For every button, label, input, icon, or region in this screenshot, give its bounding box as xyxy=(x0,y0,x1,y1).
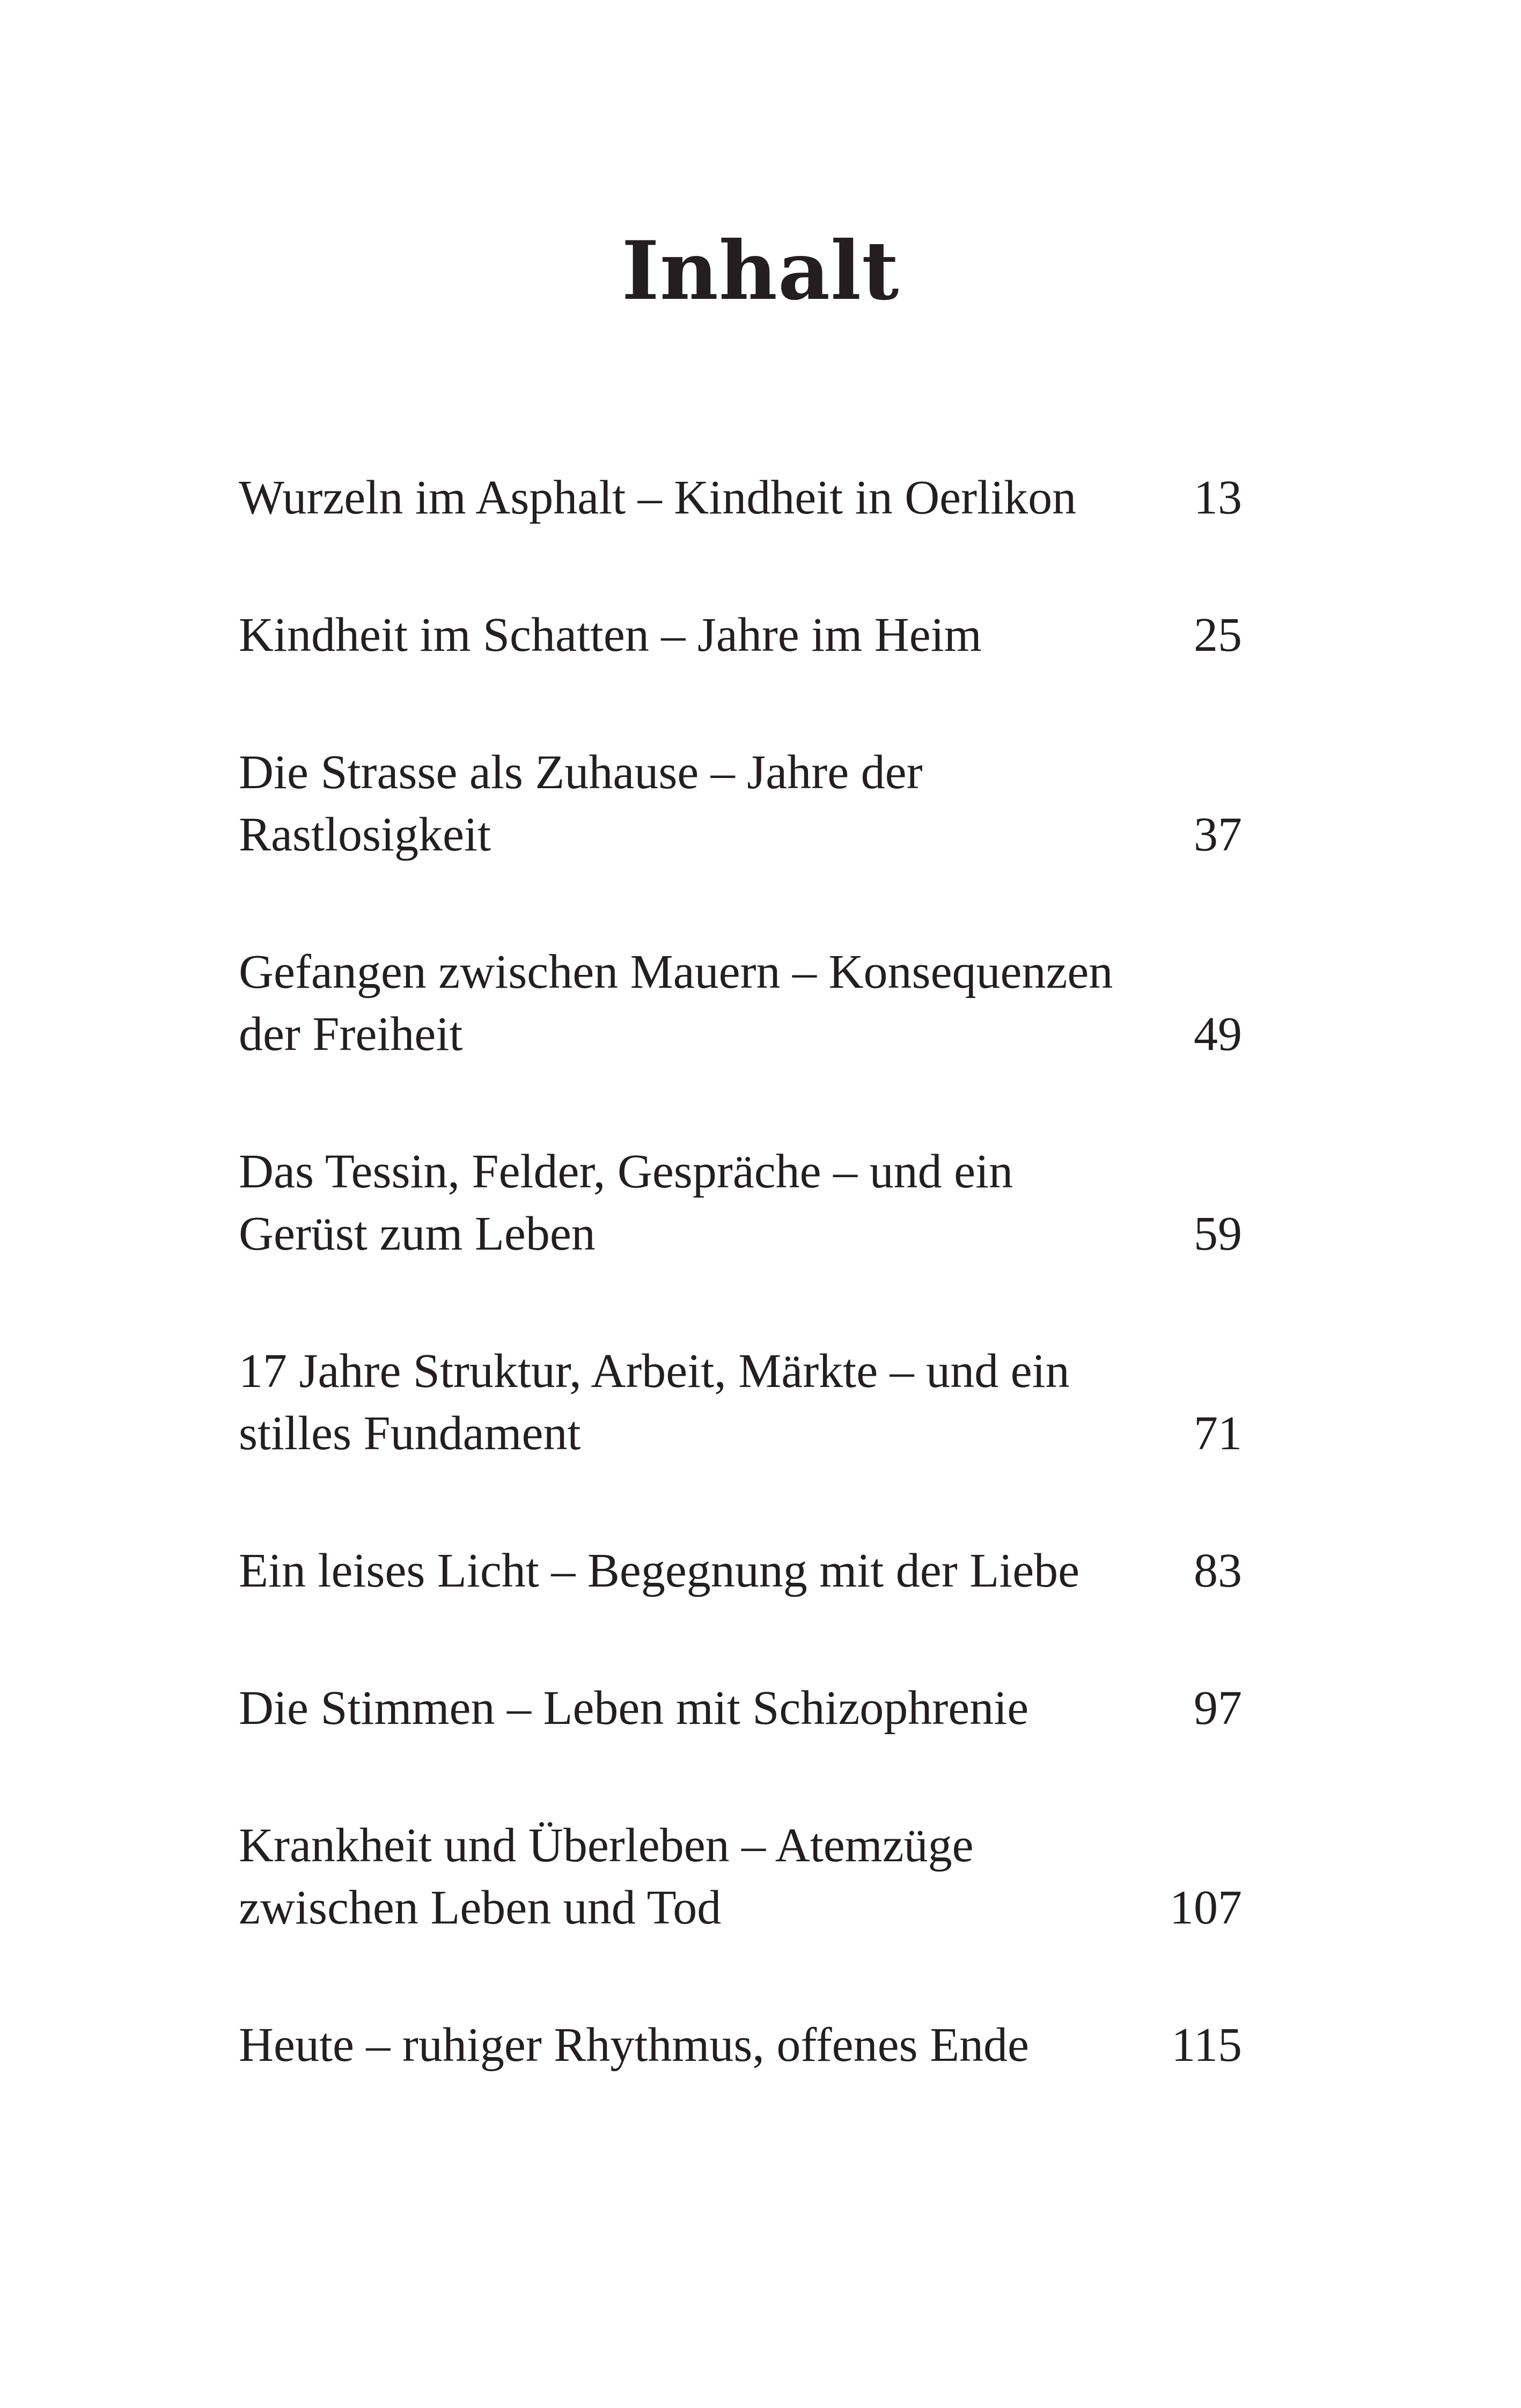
toc-entry-title: Heute – ruhiger Rhythmus, offenes Ende xyxy=(239,2018,1030,2072)
toc-entry xyxy=(239,1815,1242,1939)
toc-entry-title: Ein leises Licht – Begegnung mit der Liebe xyxy=(239,1544,1080,1597)
toc-entry-title: Kindheit im Schatten – Jahre im Heim xyxy=(239,608,982,662)
toc-entry-page-number: 49 xyxy=(1194,1008,1242,1061)
toc-entry-page-number: 13 xyxy=(1194,471,1242,524)
toc-entry xyxy=(239,467,1242,529)
toc-entry xyxy=(239,941,1242,1066)
toc-entry xyxy=(239,1540,1242,1602)
toc-entry-title: 17 Jahre Struktur, Arbeit, Märkte – und ein stilles Fundament xyxy=(239,1345,1070,1460)
toc-entry-page-number: 97 xyxy=(1194,1682,1242,1735)
toc-entry-title: Gefangen zwischen Mauern – Konsequenzen der Freiheit xyxy=(239,945,1113,1061)
toc-entry-title: Wurzeln im Asphalt – Kindheit in Oerlikon xyxy=(239,471,1077,524)
table-of-contents xyxy=(239,467,1242,2152)
toc-entry-title: Die Strasse als Zuhause – Jahre der Rastlosigkeit xyxy=(239,746,923,861)
toc-entry xyxy=(239,1340,1242,1465)
toc-entry-page-number: 71 xyxy=(1194,1407,1242,1460)
toc-entry-title: Die Stimmen – Leben mit Schizophrenie xyxy=(239,1682,1029,1735)
toc-entry-page-number: 115 xyxy=(1171,2018,1242,2072)
page-title: Inhalt xyxy=(621,224,900,318)
toc-entry xyxy=(239,604,1242,666)
toc-entry xyxy=(239,1141,1242,1265)
toc-entry-title: Das Tessin, Felder, Gespräche – und ein Gerüst zum Leben xyxy=(239,1145,1013,1260)
toc-entry-page-number: 83 xyxy=(1194,1544,1242,1597)
toc-entry-page-number: 25 xyxy=(1194,608,1242,662)
toc-entry xyxy=(239,742,1242,866)
toc-entry-page-number: 107 xyxy=(1170,1881,1242,1934)
toc-entry xyxy=(239,1677,1242,1739)
toc-entry xyxy=(239,2014,1242,2076)
toc-entry-page-number: 37 xyxy=(1194,808,1242,861)
toc-entry-title: Krankheit und Überleben – Atemzüge zwischen Leben und Tod xyxy=(239,1819,974,1934)
toc-entry-page-number: 59 xyxy=(1194,1207,1242,1260)
